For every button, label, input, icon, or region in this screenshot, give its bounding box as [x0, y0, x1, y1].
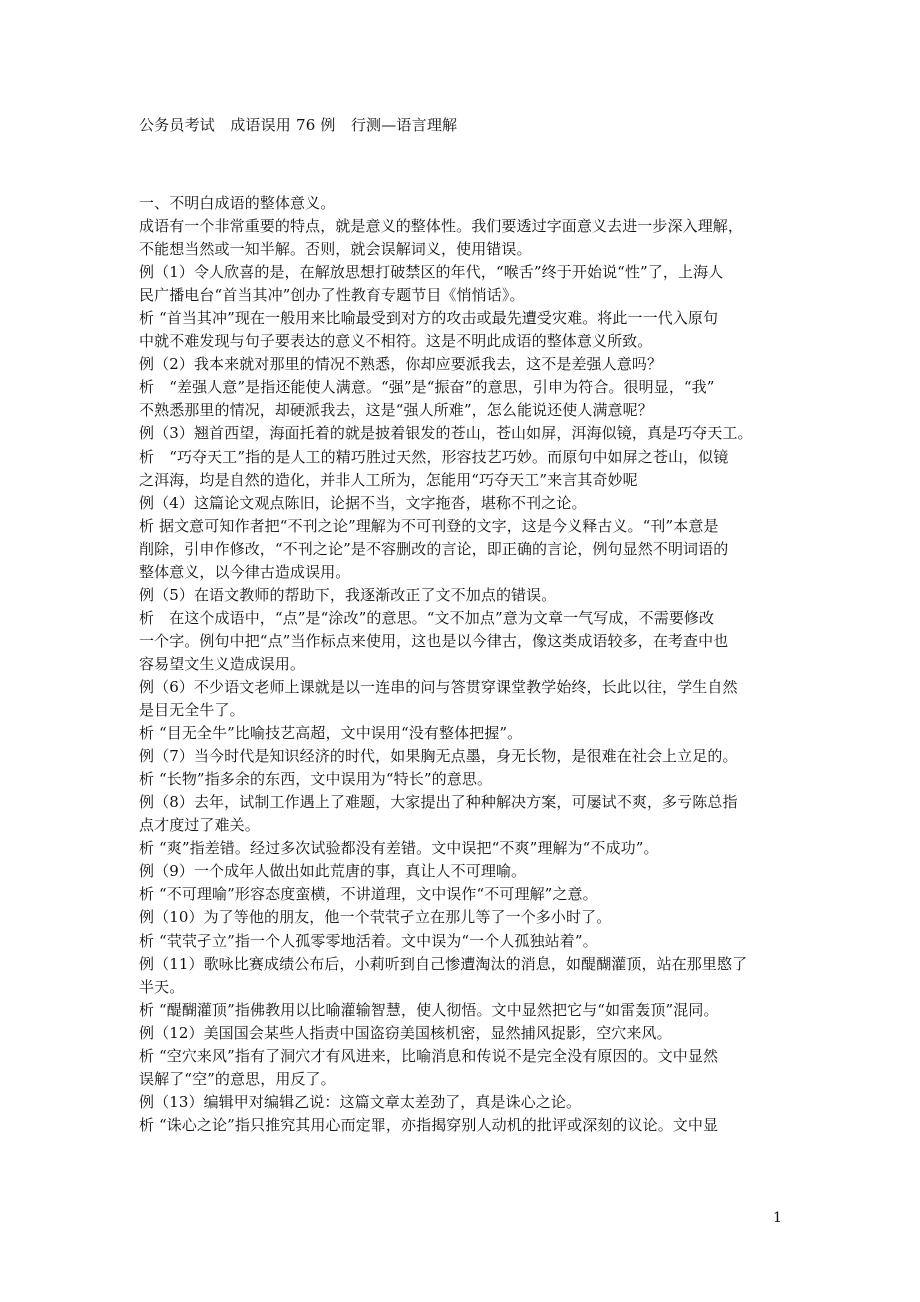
text-line: 削除，引申作修改，“不刊之论”是不容删改的言论，即正确的言论，例句显然不明词语的: [139, 539, 729, 558]
text-line: 析 “诛心之论”指只推究其用心而定罪，亦指揭穿别人动机的批评或深刻的议论。文中显: [139, 1115, 719, 1134]
text-line: 析 “差强人意”是指还能使人满意。“强”是“振奋”的意思，引申为符合。很明显，“我”: [139, 378, 715, 397]
text-line: 点才度过了难关。: [139, 816, 260, 835]
text-line: 析 “巧夺天工”指的是人工的精巧胜过天然，形容技艺巧妙。而原句中如屏之苍山，似镜: [139, 447, 729, 466]
text-line: 中就不难发现与句子要表达的意义不相符。这是不明此成语的整体意义所致。: [139, 332, 653, 351]
text-line: 例（11）歌咏比赛成绩公布后，小莉听到自己惨遭淘汰的消息，如醍醐灌顶，站在那里愍了: [139, 954, 748, 973]
text-line: 例（10）为了等他的朋友，他一个茕茕孑立在那儿等了一个多小时了。: [139, 908, 612, 927]
text-line: 例（4）这篇论文观点陈旧，论据不当，文字拖沓，堪称不刊之论。: [139, 493, 587, 512]
page-number: 1: [773, 1210, 782, 1226]
text-line: 不能想当然或一知半解。否则，就会误解词义，使用错误。: [139, 240, 532, 259]
text-line: 析 “爽”指差错。经过多次试验都没有差错。文中误把“不爽”理解为“不成功”。: [139, 839, 659, 858]
text-line: 整体意义，以今律古造成误用。: [139, 562, 351, 581]
text-line: 例（7）当今时代是知识经济的时代，如果胸无点墨，身无长物，是很难在社会上立足的。: [139, 747, 738, 766]
text-line: 析 “首当其冲”现在一般用来比喻最受到对方的攻击或最先遭受灾难。将此一一代入原句: [139, 309, 719, 328]
text-line: 例（12）美国国会某些人指责中国盗窃美国核机密，显然捕风捉影，空穴来风。: [139, 1023, 672, 1042]
text-line: 民广播电台“首当其冲”创办了性教育专题节目《悄悄话》。: [139, 286, 525, 305]
text-line: 析 “空穴来风”指有了洞穴才有风进来，比喻消息和传说不是完全没有原因的。文中显然: [139, 1046, 719, 1065]
text-line: 例（1）令人欣喜的是，在解放思想打破禁区的年代，“喉舌”终于开始说“性”了，上海人: [139, 263, 724, 282]
text-line: 例（13）编辑甲对编辑乙说：这篇文章太差劲了，真是诛心之论。: [139, 1092, 582, 1111]
document-body: [139, 192, 784, 1137]
document-title: 公务员考试 成语误用 76 例 行测—语言理解: [139, 116, 458, 134]
text-line: 析 “长物”指多余的东西，文中误用为“特长”的意思。: [139, 770, 493, 789]
text-line: 误解了“空”的意思，用反了。: [139, 1069, 336, 1088]
text-line: 一、不明白成语的整体意义。: [139, 194, 336, 212]
text-line: 例（8）去年，试制工作遇上了难题，大家提出了种种解决方案，可屡试不爽，多亏陈总指: [139, 793, 738, 812]
text-line: 容易望文生义造成误用。: [139, 654, 306, 673]
text-line: 半天。: [139, 977, 185, 996]
text-line: 析 “茕茕孑立”指一个人孤零零地活着。文中误为“一个人孤独站着”。: [139, 931, 598, 950]
text-line: 是目无全牛了。: [139, 701, 245, 720]
text-line: 析 “不可理喻”形容态度蛮横，不讲道理，文中误作“不可理解”之意。: [139, 885, 598, 904]
text-line: 不熟悉那里的情况，却硬派我去，这是“强人所难”，怎么能说还使人满意呢？: [139, 401, 653, 420]
text-line: 例（3）翘首西望，海面托着的就是披着银发的苍山，苍山如屏，洱海似镜，真是巧夺天工。: [139, 424, 753, 443]
text-line: 析 在这个成语中，“点”是“涂改”的意思。“文不加点”意为文章一气写成，不需要修改: [139, 608, 715, 627]
text-line: 析 “醍醐灌顶”指佛教用以比喻灌输智慧，使人彻悟。文中显然把它与“如雷轰顶”混同。: [139, 1000, 719, 1019]
text-line: 例（9）一个成年人做出如此荒唐的事，真让人不可理喻。: [139, 862, 527, 881]
text-line: 例（6）不少语文老师上课就是以一连串的问与答贯穿课堂教学始终，长此以往，学生自然: [139, 677, 738, 696]
text-line: 成语有一个非常重要的特点，就是意义的整体性。我们要透过字面意义去进一步深入理解，: [139, 217, 744, 236]
text-line: 析 据文意可知作者把“不刊之论”理解为不可刊登的文字，这是今义释古义。“刊”本意是: [139, 516, 719, 535]
text-line: 例（2）我本来就对那里的情况不熟悉，你却应要派我去，这不是差强人意吗？: [139, 355, 663, 374]
text-line: 析 “目无全牛”比喻技艺高超，文中误用“没有整体把握”。: [139, 724, 523, 743]
text-line: 之洱海，均是自然的造化，并非人工所为，怎能用“巧夺天工”来言其奇妙呢: [139, 470, 638, 489]
text-line: 例（5）在语文教师的帮助下，我逐渐改正了文不加点的错误。: [139, 585, 557, 604]
text-line: 一个字。例句中把“点”当作标点来使用，这也是以今律古，像这类成语较多，在考查中也: [139, 631, 729, 650]
